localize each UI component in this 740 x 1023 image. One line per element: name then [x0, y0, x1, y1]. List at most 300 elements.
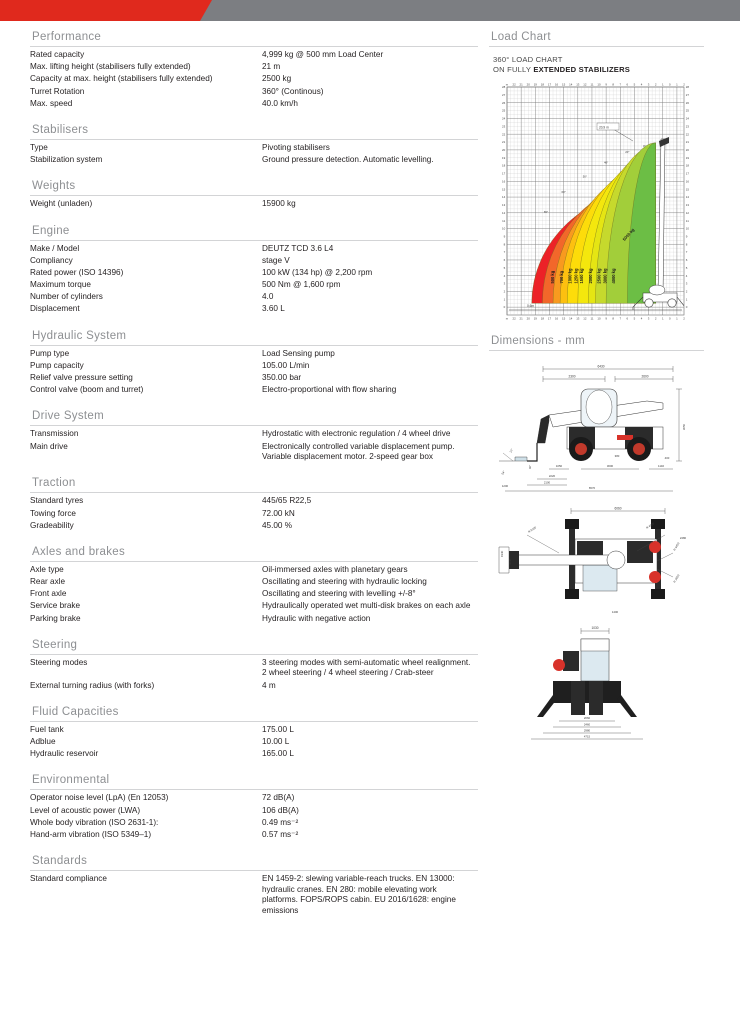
spec-value-line: 72 dB(A)	[262, 793, 295, 803]
spec-label: Operator noise level (LpA) (En 12053)	[30, 793, 169, 803]
spec-value-line: stage V	[262, 255, 290, 265]
spec-value	[262, 361, 478, 373]
spec-section	[30, 471, 478, 533]
spec-table	[30, 874, 478, 918]
spec-row	[30, 74, 478, 86]
spec-value	[262, 681, 478, 693]
svg-text:4: 4	[503, 273, 506, 278]
spec-value-line: Oil-immersed axles with planetary gears	[262, 564, 408, 574]
spec-value-line: Oscillating and steering with hydraulic locking	[262, 577, 427, 587]
load-chart-caption-line2b: EXTENDED STABILIZERS	[533, 65, 631, 74]
spec-value-line: 106 dB(A)	[262, 805, 299, 815]
side-angle-a: 12°	[507, 447, 514, 454]
spec-value-line: 4.0	[262, 292, 274, 302]
svg-text:8: 8	[503, 242, 506, 247]
spec-label: Rated power (ISO 14396)	[30, 267, 124, 277]
spec-value-line: 45.00 %	[262, 520, 293, 530]
svg-text:19: 19	[533, 316, 537, 321]
spec-value	[262, 143, 478, 155]
spec-label: Fuel tank	[30, 724, 64, 734]
svg-text:7: 7	[619, 82, 622, 87]
side-fork-a: 2220	[548, 474, 555, 478]
svg-text:13: 13	[576, 316, 580, 321]
svg-text:7: 7	[503, 250, 506, 255]
side-angle-c: 60°	[527, 464, 532, 469]
svg-text:22: 22	[685, 132, 690, 137]
svg-text:6: 6	[503, 258, 506, 263]
spec-value-line: 360° (Continous)	[262, 86, 324, 96]
svg-text:28: 28	[501, 85, 506, 90]
spec-row	[30, 818, 478, 830]
spec-table	[30, 429, 478, 464]
spec-row	[30, 87, 478, 99]
spec-value-line: 0.49 ms⁻²	[262, 817, 299, 827]
spec-row	[30, 830, 478, 842]
spec-section	[30, 633, 478, 693]
spec-value	[262, 509, 478, 521]
spec-value	[262, 385, 478, 397]
spec-row	[30, 589, 478, 601]
svg-text:13: 13	[576, 82, 580, 87]
spec-value-line: Electronically controlled variable displacement pump.	[262, 441, 455, 451]
spec-label: Maximum torque	[30, 280, 91, 290]
specifications-column	[30, 25, 478, 925]
spec-value	[262, 496, 478, 508]
spec-label: External turning radius (with forks)	[30, 680, 155, 690]
side-fork-b: 2100	[543, 480, 550, 485]
spec-table	[30, 496, 478, 533]
svg-text:7: 7	[685, 250, 688, 255]
svg-text:0: 0	[669, 82, 671, 87]
spec-row	[30, 496, 478, 508]
side-wheelbase: 3000	[606, 464, 613, 468]
spec-value-line: 100 kW (134 hp) @ 2,200 rpm	[262, 267, 373, 277]
side-front-overhang: 1050	[555, 464, 562, 468]
spec-section	[30, 849, 478, 918]
svg-text:9: 9	[605, 82, 607, 87]
svg-text:12: 12	[685, 210, 690, 215]
spec-row	[30, 385, 478, 397]
spec-label: Gradeability	[30, 520, 74, 530]
spec-value-line: 500 Nm @ 1,600 rpm	[262, 280, 341, 290]
spec-value	[262, 818, 478, 830]
spec-row	[30, 725, 478, 737]
svg-text:5: 5	[633, 316, 636, 321]
side-overall-length: 6430	[596, 364, 605, 369]
spec-row	[30, 749, 478, 761]
spec-label: Pump type	[30, 348, 70, 358]
spec-section	[30, 174, 478, 211]
spec-label: Steering modes	[30, 657, 88, 667]
svg-text:10: 10	[685, 226, 690, 231]
spec-label: Type	[30, 142, 48, 152]
spec-section-title: Performance	[30, 25, 478, 47]
svg-text:11: 11	[685, 218, 689, 223]
spec-table	[30, 349, 478, 398]
spec-label: Axle type	[30, 564, 64, 574]
spec-row	[30, 155, 478, 167]
banner-red-bar	[0, 0, 200, 21]
spec-value	[262, 74, 478, 86]
spec-value	[262, 806, 478, 818]
spec-value	[262, 874, 478, 918]
side-total-base: 6570	[588, 486, 595, 490]
spec-section-title: Axles and brakes	[30, 540, 478, 562]
spec-section-title: Environmental	[30, 768, 478, 790]
top-radius-4: R 2850	[671, 573, 680, 584]
spec-value-line: Oscillating and steering with levelling +/-8°	[262, 589, 416, 599]
front-stab-3: 2980	[583, 728, 590, 733]
svg-text:22: 22	[512, 316, 516, 321]
spec-value-line: 175.00 L	[262, 724, 294, 734]
spec-row	[30, 244, 478, 256]
spec-value	[262, 614, 478, 626]
svg-text:17: 17	[547, 316, 552, 321]
spec-value	[262, 749, 478, 761]
svg-text:2: 2	[685, 289, 688, 294]
load-band-label: 2500 kg	[596, 268, 602, 284]
spec-value-line: 105.00 L/min	[262, 360, 310, 370]
svg-text:12: 12	[583, 82, 587, 87]
load-band-label: 1500 kg	[579, 268, 585, 284]
spec-value-line: 3.60 L	[262, 304, 285, 314]
load-band-label: 700 kg	[558, 270, 564, 284]
spec-label: Number of cylinders	[30, 292, 103, 302]
side-front-section: 2300	[567, 374, 576, 379]
spec-row	[30, 429, 478, 441]
spec-section-title: Fluid Capacities	[30, 700, 478, 722]
spec-value-line: 165.00 L	[262, 749, 294, 759]
spec-value-line: 445/65 R22,5	[262, 496, 312, 506]
svg-text:26: 26	[501, 100, 506, 105]
spec-row	[30, 509, 478, 521]
load-chart-caption	[493, 55, 704, 75]
spec-section	[30, 768, 478, 842]
svg-text:2: 2	[683, 316, 685, 321]
svg-text:21: 21	[519, 316, 523, 321]
top-radius-2: R 4000	[644, 521, 655, 530]
spec-value-line: emissions	[262, 905, 299, 915]
top-dim-a: 1940	[499, 550, 504, 557]
boom-angle-mark: 40°	[604, 160, 609, 165]
svg-text:11: 11	[590, 82, 594, 87]
spec-section-title: Engine	[30, 219, 478, 241]
boom-angle-mark: 50°	[582, 174, 587, 179]
svg-text:12: 12	[583, 316, 587, 321]
spec-value-line: 40.0 km/h	[262, 98, 298, 108]
spec-table	[30, 565, 478, 626]
svg-text:4: 4	[640, 316, 643, 321]
svg-text:16: 16	[685, 179, 690, 184]
side-fork-c: 1200	[501, 484, 508, 488]
spec-label: Make / Model	[30, 243, 80, 253]
spec-section-title: Traction	[30, 471, 478, 493]
spec-value	[262, 292, 478, 304]
top-dim-c: 1400	[611, 610, 618, 614]
spec-value-line: 4,999 kg @ 500 mm Load Center	[262, 50, 384, 59]
spec-value	[262, 244, 478, 256]
svg-text:8: 8	[612, 82, 615, 87]
spec-value	[262, 62, 478, 74]
svg-text:28: 28	[685, 85, 690, 90]
spec-value-line: 2 wheel steering / 4 wheel steering / Crab-steer	[262, 668, 434, 678]
svg-text:1: 1	[676, 82, 678, 87]
load-band-label: 1250 kg	[573, 268, 579, 284]
svg-text:27: 27	[501, 92, 506, 97]
top-width: 2480	[679, 536, 686, 540]
spec-label: Compliancy	[30, 255, 73, 265]
spec-value-line: 0.57 ms⁻²	[262, 829, 299, 839]
spec-row	[30, 806, 478, 818]
spec-label: Adblue	[30, 737, 56, 746]
svg-text:13: 13	[685, 203, 690, 208]
front-stab-1: 2060	[583, 716, 590, 720]
svg-text:13: 13	[501, 203, 506, 208]
spec-value	[262, 349, 478, 361]
boom-angle-mark: 65°	[543, 209, 549, 214]
svg-text:15: 15	[562, 316, 566, 321]
svg-text:27: 27	[685, 92, 690, 97]
svg-text:23: 23	[685, 124, 690, 129]
spec-value-line: 3 steering modes with semi-automatic wheel realignment.	[262, 657, 471, 667]
spec-value	[262, 565, 478, 577]
svg-text:17: 17	[547, 82, 552, 87]
spec-label: Towing force	[30, 508, 76, 518]
spec-value	[262, 256, 478, 268]
svg-text:1: 1	[503, 297, 506, 302]
svg-text:1: 1	[661, 82, 664, 87]
svg-text:1: 1	[685, 297, 688, 302]
svg-text:m: m	[505, 82, 509, 87]
spec-value	[262, 658, 478, 681]
svg-text:18: 18	[685, 163, 690, 168]
spec-row	[30, 373, 478, 385]
spec-row	[30, 304, 478, 316]
top-radius-3: R 4450	[671, 541, 680, 552]
spec-row	[30, 874, 478, 918]
svg-text:0: 0	[503, 305, 506, 310]
svg-text:18: 18	[501, 163, 506, 168]
spec-row	[30, 280, 478, 292]
svg-text:5: 5	[633, 82, 636, 87]
svg-text:22: 22	[512, 82, 516, 87]
svg-text:23: 23	[501, 124, 506, 129]
svg-text:8: 8	[685, 242, 688, 247]
top-dim-b: 4640	[507, 558, 512, 565]
spec-value-line: Load Sensing pump	[262, 348, 335, 358]
page-body	[0, 21, 740, 1023]
spec-value	[262, 304, 478, 316]
spec-label: Capacity at max. height (stabilisers fully extended)	[30, 74, 213, 84]
svg-text:25: 25	[685, 108, 690, 113]
svg-text:17: 17	[685, 171, 690, 176]
spec-label: Displacement	[30, 304, 80, 314]
spec-row	[30, 349, 478, 361]
spec-value	[262, 589, 478, 601]
spec-section-title: Standards	[30, 849, 478, 871]
svg-text:16: 16	[501, 179, 506, 184]
spec-row	[30, 62, 478, 74]
spec-label: Transmission	[30, 429, 79, 439]
spec-value	[262, 737, 478, 749]
spec-value	[262, 268, 478, 280]
spec-row	[30, 565, 478, 577]
load-chart-caption-line2a: ON FULLY	[493, 65, 534, 74]
spec-value	[262, 793, 478, 805]
svg-text:11: 11	[590, 316, 594, 321]
spec-label: Standard compliance	[30, 874, 107, 884]
spec-label: Max. speed	[30, 98, 73, 108]
spec-value-line: 21 m	[262, 62, 281, 72]
load-chart-figure	[493, 79, 698, 329]
load-band-label: 3000 kg	[602, 268, 608, 284]
svg-text:2: 2	[654, 316, 657, 321]
spec-label: Main drive	[30, 441, 68, 451]
dimension-front-view	[497, 617, 695, 743]
spec-value-line: platforms. FOPS/ROPS cabin. EU 2016/1628: engine	[262, 895, 456, 905]
spec-section	[30, 324, 478, 398]
load-chart-caption-line1: LOAD CHART	[511, 55, 563, 64]
svg-text:1: 1	[676, 316, 678, 321]
svg-text:2: 2	[503, 289, 506, 294]
svg-text:25: 25	[501, 108, 506, 113]
svg-text:2: 2	[654, 82, 657, 87]
svg-text:9: 9	[605, 316, 607, 321]
load-band-label: 5000 kg	[621, 227, 636, 242]
load-band-label: 4000 kg	[611, 268, 617, 284]
spec-label: Hand-arm vibration (ISO 5349–1)	[30, 829, 152, 839]
svg-text:21: 21	[685, 140, 690, 145]
svg-text:0: 0	[685, 305, 688, 310]
spec-value	[262, 50, 478, 62]
max-height-label: 20,9 m	[599, 125, 609, 130]
spec-label: Max. lifting height (stabilisers fully extended)	[30, 62, 191, 72]
boom-angle-mark: 0°	[643, 143, 646, 148]
spec-label: Rated capacity	[30, 50, 85, 59]
spec-label: Stabilization system	[30, 155, 103, 165]
spec-section-title: Weights	[30, 174, 478, 196]
spec-section	[30, 118, 478, 167]
front-stab-4: 4715	[583, 734, 590, 739]
origin-label: 0,6m	[527, 304, 535, 308]
load-band-label: 500 kg	[550, 270, 556, 284]
spec-value-line: 2500 kg	[262, 74, 292, 84]
svg-text:9: 9	[685, 234, 688, 239]
spec-section-title: Stabilisers	[30, 118, 478, 140]
spec-value-line: Pivoting stabilisers	[262, 142, 330, 152]
spec-section	[30, 540, 478, 626]
spec-label: Front axle	[30, 589, 67, 599]
svg-text:m: m	[505, 316, 509, 321]
svg-text:1: 1	[661, 316, 664, 321]
spec-table	[30, 725, 478, 762]
svg-text:3: 3	[647, 82, 650, 87]
svg-text:20: 20	[526, 82, 530, 87]
dimension-side-view	[497, 357, 695, 499]
svg-text:19: 19	[685, 155, 690, 160]
spec-label: Whole body vibration (ISO 2631-1):	[30, 817, 159, 827]
spec-row	[30, 361, 478, 373]
spec-row	[30, 268, 478, 280]
spec-row	[30, 681, 478, 693]
spec-row	[30, 256, 478, 268]
spec-row	[30, 658, 478, 681]
svg-text:21: 21	[501, 140, 506, 145]
svg-text:5: 5	[685, 265, 688, 270]
spec-table	[30, 793, 478, 842]
svg-text:20: 20	[685, 147, 690, 152]
spec-label: Weight (unladen)	[30, 199, 93, 209]
spec-row	[30, 577, 478, 589]
spec-label: Level of acoustic power (LWA)	[30, 805, 141, 815]
svg-text:2: 2	[683, 82, 685, 87]
load-chart-title: Load Chart	[489, 25, 704, 47]
svg-text:16: 16	[554, 82, 559, 87]
svg-text:18: 18	[540, 82, 545, 87]
spec-label: Standard tyres	[30, 496, 84, 506]
svg-text:20: 20	[501, 147, 506, 152]
spec-row	[30, 292, 478, 304]
spec-row	[30, 521, 478, 533]
svg-text:14: 14	[569, 316, 573, 321]
spec-value	[262, 99, 478, 111]
front-stab-2: 2460	[583, 722, 590, 727]
spec-label: Parking brake	[30, 613, 81, 623]
load-band-label: 1000 kg	[567, 268, 573, 284]
spec-row	[30, 793, 478, 805]
spec-value-line: 15900 kg	[262, 199, 296, 209]
spec-section	[30, 219, 478, 317]
load-chart-caption-degrees: 360°	[493, 55, 510, 64]
svg-text:8: 8	[612, 316, 615, 321]
front-cab-width: 1030	[590, 626, 599, 630]
svg-text:10: 10	[597, 82, 601, 87]
spec-value-line: EN 1459-2: slewing variable-reach trucks. EN 13000:	[262, 874, 455, 884]
spec-label: Pump capacity	[30, 360, 84, 370]
side-turret-clearance: 380	[614, 454, 619, 458]
svg-text:3: 3	[503, 281, 506, 286]
svg-text:20: 20	[526, 316, 530, 321]
spec-row	[30, 601, 478, 613]
spec-value	[262, 577, 478, 589]
spec-value-line: 4 m	[262, 680, 276, 690]
dimensions-figures	[493, 357, 698, 743]
spec-table	[30, 50, 478, 111]
spec-row	[30, 50, 478, 62]
svg-text:11: 11	[502, 218, 506, 223]
svg-text:21: 21	[519, 82, 523, 87]
svg-text:4: 4	[685, 273, 688, 278]
load-chart-svg	[493, 79, 698, 329]
spec-table	[30, 244, 478, 317]
spec-row	[30, 737, 478, 749]
svg-text:26: 26	[685, 100, 690, 105]
spec-value	[262, 725, 478, 737]
dimensions-title: Dimensions - mm	[489, 329, 704, 351]
svg-text:6: 6	[626, 316, 629, 321]
top-length: 6060	[613, 506, 622, 511]
svg-text:9: 9	[503, 234, 506, 239]
spec-value	[262, 521, 478, 533]
spec-value	[262, 601, 478, 613]
svg-text:4: 4	[640, 82, 643, 87]
spec-value-line: DEUTZ TCD 3.6 L4	[262, 243, 334, 253]
spec-table	[30, 658, 478, 693]
spec-row	[30, 614, 478, 626]
spec-table	[30, 143, 478, 167]
svg-text:10: 10	[501, 226, 506, 231]
spec-value	[262, 429, 478, 441]
